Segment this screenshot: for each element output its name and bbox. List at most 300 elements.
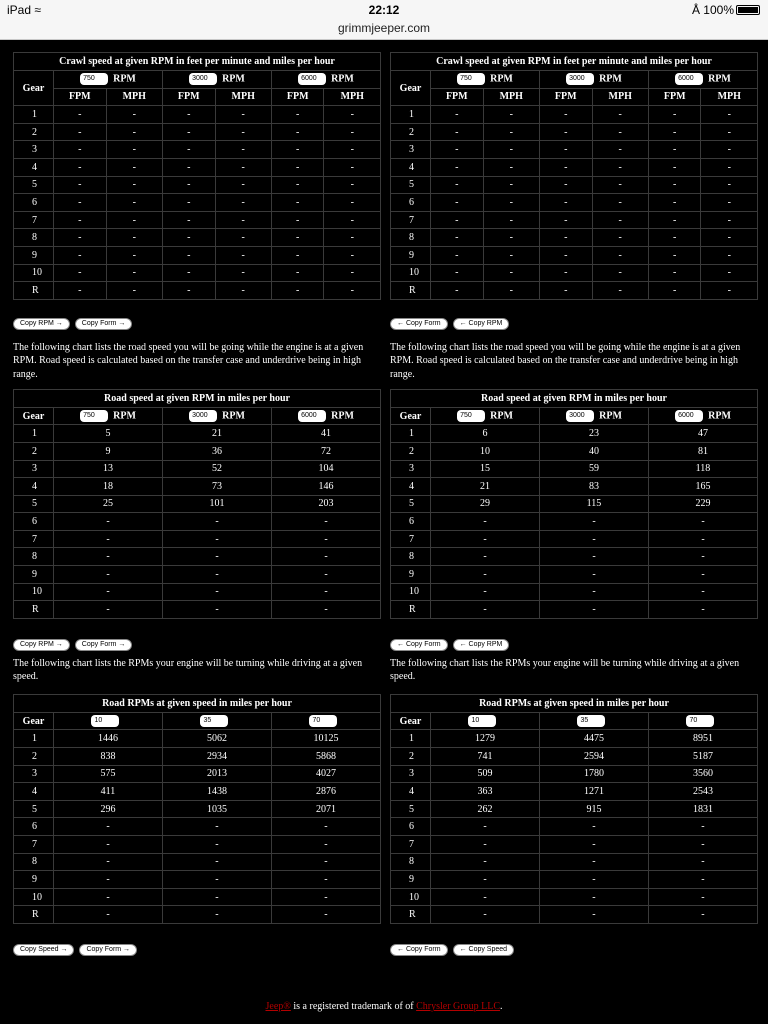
value-cell: - (649, 566, 758, 584)
copy-speed-button[interactable]: Copy Speed → (13, 944, 74, 956)
value-cell: - (431, 548, 540, 566)
value-cell: - (106, 123, 162, 141)
value-cell: 29 (431, 495, 540, 513)
value-cell: - (162, 282, 215, 300)
value-cell: - (162, 836, 271, 854)
value-cell: 73 (163, 478, 272, 496)
copy-rpm-button[interactable]: Copy RPM → (13, 639, 70, 651)
crawl-table-right (390, 52, 758, 300)
gear-cell: 9 (391, 566, 431, 584)
value-cell: - (648, 853, 757, 871)
gear-cell: 2 (14, 748, 54, 766)
value-cell: - (162, 158, 215, 176)
value-cell: - (648, 818, 757, 836)
value-cell: - (648, 194, 701, 212)
value-cell: 83 (540, 478, 649, 496)
table-row (14, 194, 381, 212)
gear-cell: 5 (391, 495, 431, 513)
rpm-input[interactable]: 6000 (298, 73, 326, 85)
value-cell: - (539, 141, 592, 159)
unit-row (14, 88, 381, 106)
table-row (14, 583, 381, 601)
speed-input[interactable]: 70 (686, 715, 714, 727)
gear-cell: 6 (14, 818, 54, 836)
value-cell: - (649, 530, 758, 548)
value-cell: - (54, 601, 163, 619)
copy-form-button[interactable]: ← Copy Form (390, 318, 448, 330)
button-row (390, 924, 758, 958)
value-cell: - (540, 583, 649, 601)
value-cell: - (648, 264, 701, 282)
value-cell: 5187 (648, 748, 757, 766)
value-cell: - (162, 176, 215, 194)
clock: 22:12 (368, 3, 400, 17)
gear-cell: 8 (14, 229, 54, 247)
value-cell: - (54, 836, 163, 854)
gear-cell: 3 (14, 141, 54, 159)
value-cell: 2934 (162, 748, 271, 766)
table-row (14, 478, 381, 496)
value-cell: - (324, 123, 381, 141)
gear-cell: 10 (391, 888, 431, 906)
speed-input[interactable]: 35 (577, 715, 605, 727)
value-cell: 203 (272, 495, 381, 513)
value-cell: - (272, 583, 381, 601)
value-cell: - (54, 158, 107, 176)
value-cell: - (701, 282, 758, 300)
value-cell: 1271 (539, 783, 648, 801)
value-cell: 296 (54, 800, 163, 818)
gear-cell: R (391, 601, 431, 619)
copy-form-button[interactable]: Copy Form → (79, 944, 137, 956)
copy-form-button[interactable]: ← Copy Form (390, 944, 448, 956)
value-cell: - (163, 601, 272, 619)
value-cell: - (592, 176, 648, 194)
gear-cell: 4 (391, 783, 431, 801)
value-cell: - (54, 176, 107, 194)
value-cell: 575 (54, 765, 163, 783)
value-cell: - (483, 229, 539, 247)
value-cell: - (162, 123, 215, 141)
speed-header-3 (648, 712, 757, 730)
gear-cell: 7 (14, 836, 54, 854)
value-cell: - (648, 176, 701, 194)
road-title: Road speed at given RPM in miles per hour (391, 389, 758, 407)
value-cell: - (54, 906, 163, 924)
value-cell: - (272, 548, 381, 566)
speed-input[interactable]: 70 (309, 715, 337, 727)
value-cell: - (215, 264, 271, 282)
rpm-table-right (390, 694, 758, 924)
value-cell: - (539, 106, 592, 124)
value-cell: - (271, 123, 324, 141)
value-cell: - (324, 106, 381, 124)
table-row (14, 836, 381, 854)
value-cell: - (649, 513, 758, 531)
value-cell: 118 (649, 460, 758, 478)
value-cell: - (431, 141, 484, 159)
gear-cell: 10 (391, 583, 431, 601)
value-cell: - (483, 106, 539, 124)
speed-input[interactable]: 10 (468, 715, 496, 727)
value-cell: - (54, 566, 163, 584)
value-cell: - (483, 158, 539, 176)
mph-header: MPH (215, 88, 271, 106)
copy-form-button[interactable]: Copy Form → (75, 318, 133, 330)
table-row (14, 906, 381, 924)
speed-input[interactable]: 35 (200, 715, 228, 727)
value-cell: - (431, 566, 540, 584)
value-cell: - (431, 123, 484, 141)
gear-cell: 9 (14, 246, 54, 264)
rpm-input[interactable]: 3000 (566, 410, 594, 422)
value-cell: - (540, 566, 649, 584)
value-cell: - (701, 211, 758, 229)
gear-cell: 1 (391, 106, 431, 124)
rpm-input[interactable]: 3000 (189, 73, 217, 85)
rpm-input[interactable]: 750 (80, 73, 108, 85)
value-cell: 101 (163, 495, 272, 513)
value-cell: - (539, 818, 648, 836)
table-row (391, 229, 758, 247)
value-cell: - (648, 888, 757, 906)
value-cell: - (540, 601, 649, 619)
value-cell: - (431, 513, 540, 531)
table-row (14, 460, 381, 478)
rpm-input[interactable]: 3000 (566, 73, 594, 85)
value-cell: 229 (649, 495, 758, 513)
rpm-table-left (13, 694, 381, 924)
value-cell: 4475 (539, 730, 648, 748)
value-cell: 915 (539, 800, 648, 818)
value-cell: 25 (54, 495, 163, 513)
gear-cell: 8 (391, 229, 431, 247)
mph-header: MPH (701, 88, 758, 106)
table-row (391, 460, 758, 478)
copy-rpm-button[interactable]: ← Copy RPM (453, 639, 510, 651)
rpm-header-3: 6000 RPM (271, 71, 380, 89)
value-cell: - (648, 211, 701, 229)
value-cell: 165 (649, 478, 758, 496)
value-cell: - (592, 141, 648, 159)
rpm-input[interactable]: 3000 (189, 410, 217, 422)
table-row (391, 246, 758, 264)
value-cell: - (271, 264, 324, 282)
mph-header: MPH (324, 88, 381, 106)
table-row (14, 211, 381, 229)
value-cell: - (539, 246, 592, 264)
gear-header: Gear (391, 712, 431, 730)
value-cell: - (163, 530, 272, 548)
gear-cell: 2 (391, 123, 431, 141)
value-cell: - (540, 513, 649, 531)
table-row (391, 601, 758, 619)
value-cell: 36 (163, 442, 272, 460)
value-cell: - (54, 106, 107, 124)
table-row (391, 888, 758, 906)
value-cell: - (54, 513, 163, 531)
copy-form-button[interactable]: Copy Form → (75, 639, 133, 651)
value-cell: - (54, 194, 107, 212)
speed-header-3 (271, 712, 380, 730)
table-row (14, 730, 381, 748)
value-cell: 262 (431, 800, 540, 818)
value-cell: - (271, 836, 380, 854)
copy-form-button[interactable]: ← Copy Form (390, 639, 448, 651)
mph-header: MPH (483, 88, 539, 106)
gear-cell: 9 (14, 871, 54, 889)
speed-input[interactable]: 10 (91, 715, 119, 727)
value-cell: - (215, 229, 271, 247)
value-cell: - (54, 211, 107, 229)
gear-cell: 9 (391, 871, 431, 889)
speed-header-1 (431, 712, 540, 730)
value-cell: - (324, 141, 381, 159)
table-row (14, 871, 381, 889)
value-cell: - (272, 513, 381, 531)
table-row (14, 264, 381, 282)
value-cell: - (324, 194, 381, 212)
gear-cell: 4 (391, 478, 431, 496)
gear-header: Gear (391, 407, 431, 425)
value-cell: 21 (163, 425, 272, 443)
value-cell: - (701, 158, 758, 176)
value-cell: - (54, 548, 163, 566)
rpm-header-3: 6000 RPM (272, 407, 381, 425)
rpm-input[interactable]: 750 (457, 410, 485, 422)
rpm-input[interactable]: 750 (457, 73, 485, 85)
table-row (14, 425, 381, 443)
value-cell: 21 (431, 478, 540, 496)
gear-cell: 7 (391, 836, 431, 854)
value-cell: - (483, 282, 539, 300)
value-cell: - (539, 211, 592, 229)
value-cell: 1438 (162, 783, 271, 801)
button-row (390, 300, 758, 334)
gear-cell: R (14, 282, 54, 300)
value-cell: 13 (54, 460, 163, 478)
value-cell: - (648, 906, 757, 924)
fpm-header: FPM (162, 88, 215, 106)
value-cell: 2013 (162, 765, 271, 783)
value-cell: - (431, 601, 540, 619)
road-table-left (13, 389, 381, 619)
device-label: iPad ≈ (7, 3, 41, 17)
rpm-input[interactable]: 6000 (298, 410, 326, 422)
value-cell: - (701, 264, 758, 282)
rpm-header-2: 3000 RPM (162, 71, 271, 89)
rpm-header-2: 3000 RPM (539, 71, 648, 89)
rpm-input[interactable]: 6000 (675, 410, 703, 422)
value-cell: - (215, 158, 271, 176)
value-cell: - (215, 211, 271, 229)
value-cell: - (431, 229, 484, 247)
value-cell: 838 (54, 748, 163, 766)
table-row (391, 871, 758, 889)
table-row (391, 853, 758, 871)
value-cell: - (648, 229, 701, 247)
value-cell: - (592, 194, 648, 212)
value-cell: 5 (54, 425, 163, 443)
value-cell: - (648, 158, 701, 176)
table-row (391, 264, 758, 282)
rpms-title: Road RPMs at given speed in miles per hour (14, 694, 381, 712)
gear-cell: 5 (14, 495, 54, 513)
table-row (391, 176, 758, 194)
value-cell: 2594 (539, 748, 648, 766)
value-cell: 40 (540, 442, 649, 460)
value-cell: - (162, 871, 271, 889)
gear-cell: R (14, 906, 54, 924)
gear-cell: 1 (391, 425, 431, 443)
gear-cell: 5 (14, 800, 54, 818)
value-cell: 411 (54, 783, 163, 801)
right-column (390, 52, 758, 958)
rpm-header-1: 750 RPM (54, 71, 163, 89)
value-cell: - (215, 106, 271, 124)
value-cell: - (106, 176, 162, 194)
table-row (14, 176, 381, 194)
copy-speed-button[interactable]: ← Copy Speed (453, 944, 514, 956)
value-cell: - (271, 871, 380, 889)
value-cell: - (592, 211, 648, 229)
table-row (14, 566, 381, 584)
value-cell: 4027 (271, 765, 380, 783)
value-cell: - (701, 229, 758, 247)
value-cell: - (162, 853, 271, 871)
button-row (13, 924, 381, 958)
value-cell: - (539, 229, 592, 247)
value-cell: - (106, 158, 162, 176)
gear-cell: 2 (391, 442, 431, 460)
value-cell: 2071 (271, 800, 380, 818)
value-cell: - (271, 282, 324, 300)
value-cell: - (431, 530, 540, 548)
table-row (391, 478, 758, 496)
rpm-header-1: 750 RPM (431, 407, 540, 425)
table-row (391, 513, 758, 531)
rpm-input[interactable]: 6000 (675, 73, 703, 85)
gear-cell: 5 (391, 176, 431, 194)
bluetooth-icon: Å (691, 3, 700, 17)
gear-cell: 5 (391, 800, 431, 818)
value-cell: 41 (272, 425, 381, 443)
value-cell: - (539, 194, 592, 212)
value-cell: - (648, 871, 757, 889)
gear-cell: 8 (14, 548, 54, 566)
gear-cell: 3 (391, 460, 431, 478)
value-cell: - (106, 246, 162, 264)
value-cell: 146 (272, 478, 381, 496)
value-cell: - (648, 106, 701, 124)
fpm-header: FPM (54, 88, 107, 106)
copy-rpm-button[interactable]: ← Copy RPM (453, 318, 510, 330)
table-row (14, 158, 381, 176)
value-cell: - (163, 566, 272, 584)
value-cell: - (592, 106, 648, 124)
value-cell: 741 (431, 748, 540, 766)
value-cell: - (648, 246, 701, 264)
value-cell: - (162, 211, 215, 229)
value-cell: - (431, 194, 484, 212)
value-cell: - (106, 264, 162, 282)
value-cell: - (271, 246, 324, 264)
value-cell: - (162, 194, 215, 212)
value-cell: - (539, 123, 592, 141)
value-cell: - (271, 141, 324, 159)
button-row (390, 619, 758, 653)
table-row (14, 246, 381, 264)
jeep-link[interactable]: Jeep® (265, 1001, 291, 1012)
value-cell: - (431, 282, 484, 300)
value-cell: - (54, 853, 163, 871)
value-cell: - (215, 246, 271, 264)
gear-cell: 3 (391, 141, 431, 159)
gear-cell: 2 (391, 748, 431, 766)
value-cell: - (431, 888, 540, 906)
table-row (14, 106, 381, 124)
gear-cell: 3 (14, 765, 54, 783)
speed-header-2 (162, 712, 271, 730)
value-cell: - (539, 906, 648, 924)
address-bar[interactable]: grimmjeeper.com (337, 21, 431, 35)
value-cell: - (54, 229, 107, 247)
gear-cell: R (14, 601, 54, 619)
value-cell: 104 (272, 460, 381, 478)
value-cell: - (106, 282, 162, 300)
gear-cell: 4 (14, 478, 54, 496)
value-cell: - (162, 888, 271, 906)
gear-cell: 3 (14, 460, 54, 478)
value-cell: - (271, 853, 380, 871)
rpm-header-2: 3000 RPM (540, 407, 649, 425)
value-cell: - (162, 229, 215, 247)
gear-cell: 1 (14, 106, 54, 124)
rpm-input[interactable]: 750 (80, 410, 108, 422)
value-cell: 115 (540, 495, 649, 513)
rpm-header-1: 750 RPM (54, 407, 163, 425)
crawl-title: Crawl speed at given RPM in feet per minute and miles per hour (391, 53, 758, 71)
gear-cell: 7 (391, 211, 431, 229)
value-cell: - (163, 513, 272, 531)
chrysler-link[interactable]: Chrysler Group LLC (416, 1001, 500, 1012)
value-cell: - (271, 888, 380, 906)
value-cell: - (324, 264, 381, 282)
value-cell: - (272, 566, 381, 584)
value-cell: - (539, 264, 592, 282)
value-cell: - (324, 158, 381, 176)
gear-cell: 8 (391, 853, 431, 871)
gear-cell: 6 (391, 818, 431, 836)
road-title: Road speed at given RPM in miles per hour (14, 389, 381, 407)
gear-cell: 7 (391, 530, 431, 548)
gear-cell: 6 (14, 194, 54, 212)
crawl-table-left (13, 52, 381, 300)
value-cell: 81 (649, 442, 758, 460)
table-row (391, 836, 758, 854)
value-cell: 1780 (539, 765, 648, 783)
road-table-right (390, 389, 758, 619)
value-cell: 5062 (162, 730, 271, 748)
copy-rpm-button[interactable]: Copy RPM → (13, 318, 70, 330)
gear-cell: 4 (14, 158, 54, 176)
value-cell: - (483, 176, 539, 194)
table-row (14, 601, 381, 619)
value-cell: - (648, 141, 701, 159)
value-cell: - (483, 141, 539, 159)
footer: Jeep® is a registered trademark of of Chrysler Group LLC. (265, 1001, 503, 1012)
value-cell: - (483, 194, 539, 212)
